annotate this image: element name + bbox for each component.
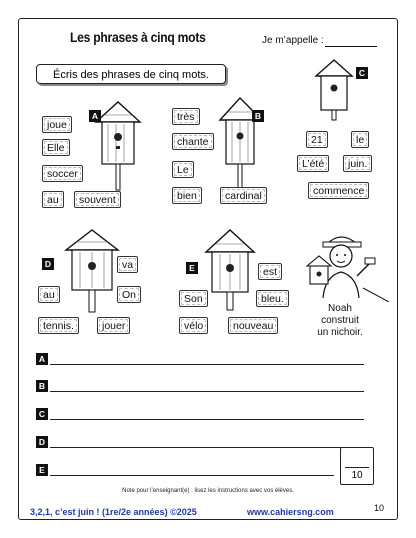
word-tile[interactable]: va bbox=[117, 256, 138, 273]
word-tile[interactable]: 21 bbox=[306, 131, 328, 148]
word-tile[interactable]: Le bbox=[172, 161, 194, 178]
answer-line-b[interactable] bbox=[36, 380, 364, 392]
answer-line-label: B bbox=[36, 380, 48, 392]
word-tile[interactable]: jouer bbox=[97, 317, 130, 334]
instruction-box: Écris des phrases de cinq mots. bbox=[36, 64, 226, 84]
name-label: Je m’appelle : bbox=[262, 35, 324, 46]
page-title: Les phrases à cinq mots bbox=[70, 30, 206, 45]
word-tile[interactable]: commence bbox=[308, 182, 369, 199]
word-tile[interactable]: nouveau bbox=[228, 317, 278, 334]
group-badge-e: E bbox=[186, 262, 198, 274]
word-tile[interactable]: est bbox=[258, 263, 282, 280]
caption-line: Noah bbox=[328, 303, 352, 314]
answer-rule bbox=[50, 419, 364, 420]
answer-line-e[interactable] bbox=[36, 464, 334, 476]
answer-line-label: D bbox=[36, 436, 48, 448]
answer-line-d[interactable] bbox=[36, 436, 364, 448]
word-tile[interactable]: Son bbox=[179, 290, 208, 307]
birdhouse-e-illustration bbox=[204, 228, 256, 312]
group-badge-b: B bbox=[252, 110, 264, 122]
group-badge-a: A bbox=[89, 110, 101, 122]
score-box[interactable] bbox=[340, 447, 374, 485]
score-total: 10 bbox=[351, 470, 363, 481]
group-badge-d: D bbox=[42, 258, 54, 270]
caption-line: un nichoir. bbox=[317, 327, 363, 338]
answer-line-label: A bbox=[36, 353, 48, 365]
answer-line-label: C bbox=[36, 408, 48, 420]
name-write-line[interactable] bbox=[325, 46, 377, 47]
caption-line: construit bbox=[321, 315, 359, 326]
illustration-caption bbox=[300, 303, 380, 339]
answer-rule bbox=[50, 391, 364, 392]
word-tile[interactable]: On bbox=[117, 286, 141, 303]
word-tile[interactable]: soccer bbox=[42, 165, 83, 182]
word-tile[interactable]: bleu. bbox=[256, 290, 289, 307]
word-tile[interactable]: chante bbox=[172, 133, 214, 150]
answer-line-c[interactable] bbox=[36, 408, 364, 420]
group-badge-c: C bbox=[356, 67, 368, 79]
word-tile[interactable]: souvent bbox=[74, 191, 121, 208]
word-tile[interactable]: Elle bbox=[42, 139, 70, 156]
word-tile[interactable]: juin. bbox=[343, 155, 372, 172]
birdhouse-d-illustration bbox=[62, 228, 122, 314]
answer-rule bbox=[50, 447, 364, 448]
answer-rule bbox=[50, 364, 364, 365]
word-tile[interactable]: joue bbox=[42, 116, 72, 133]
word-tile[interactable]: le bbox=[351, 131, 369, 148]
word-tile[interactable]: cardinal bbox=[220, 187, 267, 204]
word-tile[interactable]: au bbox=[42, 191, 64, 208]
word-tile[interactable]: tennis. bbox=[38, 317, 79, 334]
book-title: 3,2,1, c’est juin ! (1re/2e années) ©2025 bbox=[30, 507, 197, 517]
boy-building-birdhouse-illustration bbox=[305, 226, 389, 302]
word-tile[interactable]: au bbox=[38, 286, 60, 303]
page-number: 10 bbox=[374, 503, 385, 513]
answer-line-label: E bbox=[36, 464, 48, 476]
answer-line-a[interactable] bbox=[36, 353, 364, 365]
teacher-note: Note pour l’enseignant(e) : lisez les instructions avec vos élèves. bbox=[122, 488, 294, 494]
website-link[interactable]: www.cahiersng.com bbox=[247, 507, 334, 517]
word-tile[interactable]: L’été bbox=[297, 155, 329, 172]
answer-rule bbox=[50, 475, 334, 476]
word-tile[interactable]: très bbox=[172, 108, 200, 125]
birdhouse-c-illustration bbox=[312, 58, 356, 122]
word-tile[interactable]: bien bbox=[172, 187, 202, 204]
word-tile[interactable]: vélo bbox=[179, 317, 208, 334]
score-fraction-line bbox=[345, 467, 369, 468]
